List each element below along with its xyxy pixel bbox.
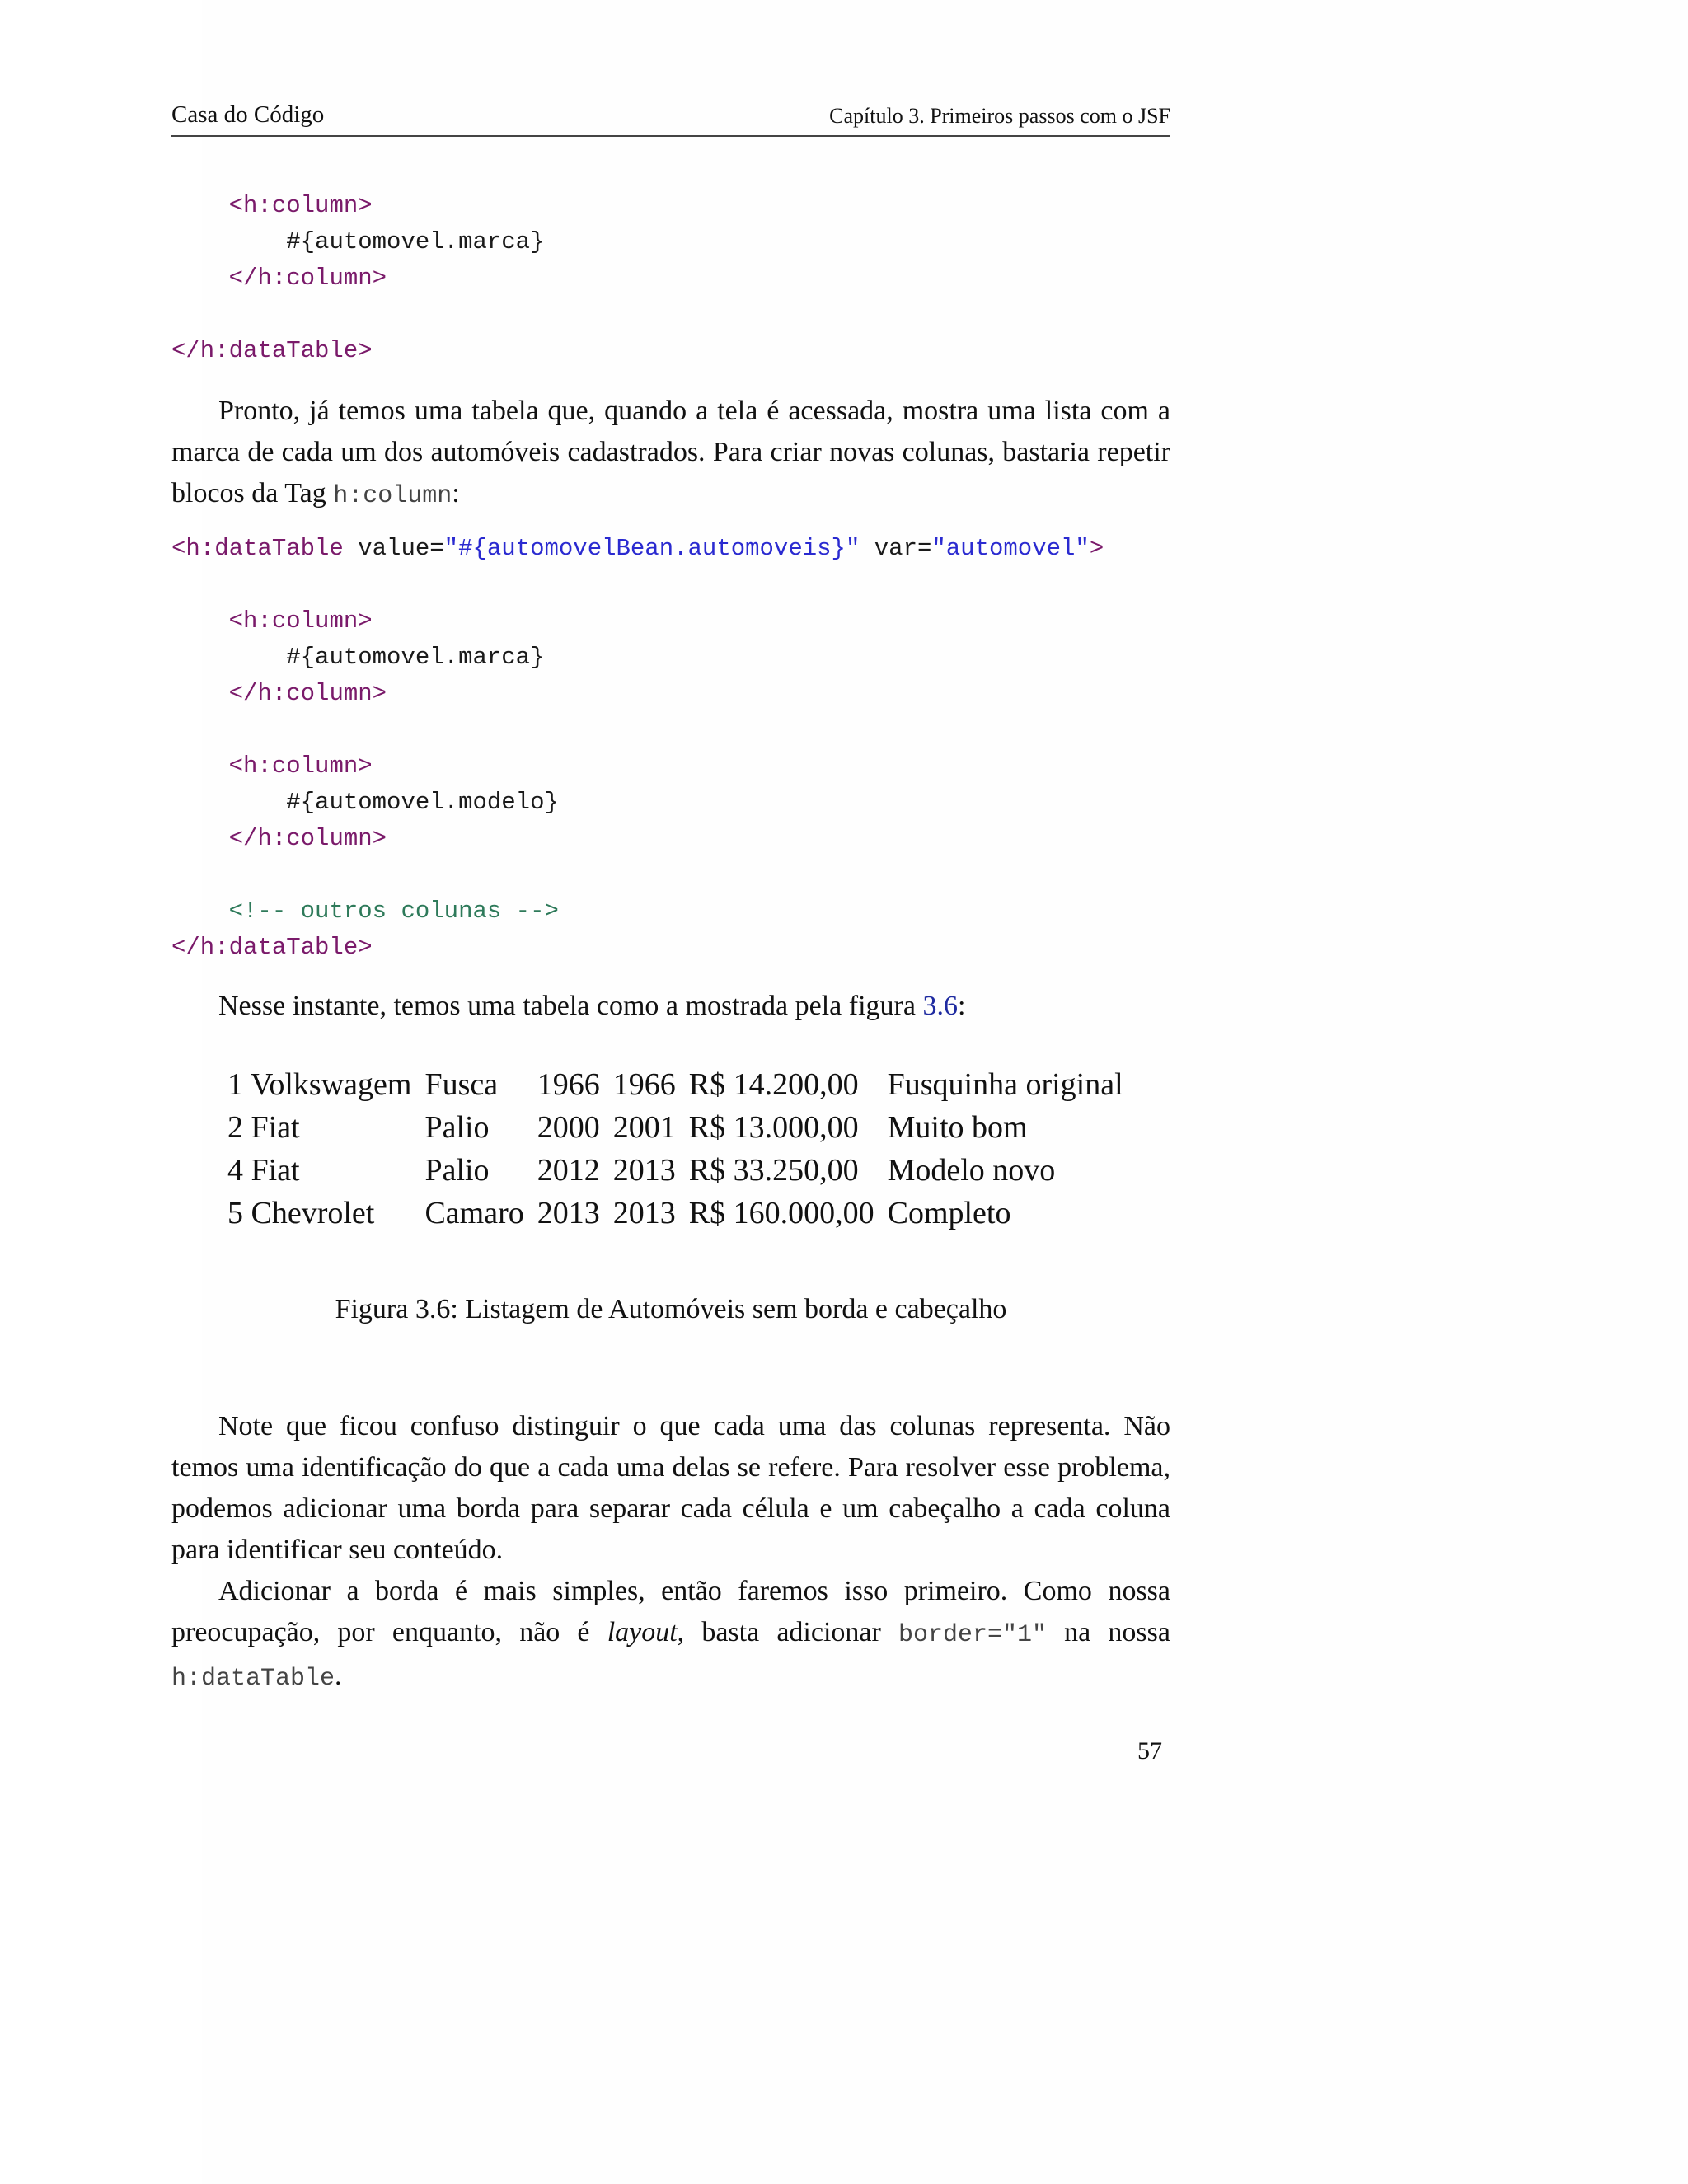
paragraph-3 — [171, 1406, 1170, 1571]
paragraph-text: , basta adicionar — [677, 1617, 881, 1647]
table-cell: Fusca — [424, 1067, 499, 1102]
punctuation: : — [452, 478, 460, 509]
header-chapter: Capítulo 3. Primeiros passos com o JSF — [829, 104, 1170, 128]
code-block-1 — [171, 188, 545, 369]
code-token: #{automovel.modelo} — [286, 789, 559, 816]
table-row — [223, 1192, 1132, 1235]
inline-code: h:dataTable — [171, 1665, 335, 1693]
code-comment: <!-- outros colunas --> — [228, 898, 559, 925]
table-cell: Modelo novo — [887, 1153, 1056, 1188]
code-token: <h:dataTable — [171, 535, 344, 562]
header-publisher: Casa do Código — [171, 101, 325, 128]
paragraph-text: Note que ficou confuso distinguir o que cada uma das colunas representa. Não temos uma identificação do que a cada uma delas se refere. Para resolver esse problema, podemos adicionar uma borda para separar cada célula e um cabeçalho a cada coluna para identificar seu conteúdo. — [171, 1411, 1170, 1565]
code-token: > — [1089, 535, 1104, 562]
paragraph-text: na nossa — [1047, 1617, 1170, 1647]
table-cell: 2012 — [537, 1153, 600, 1188]
code-token: </h:dataTable> — [171, 934, 373, 961]
page-number: 57 — [1137, 1737, 1162, 1765]
table-cell: R$ 33.250,00 — [688, 1153, 859, 1188]
table-cell: 2000 — [537, 1110, 600, 1145]
code-token: var= — [860, 535, 932, 562]
code-token: <h:column> — [228, 752, 373, 780]
inline-code: h:column — [333, 482, 452, 510]
code-line: <h:column> — [228, 192, 373, 219]
table-cell: Fusquinha original — [887, 1067, 1123, 1102]
code-line: </h:dataTable> — [171, 337, 373, 364]
table-cell: 1966 — [612, 1067, 676, 1102]
paragraph-text: Nesse instante, temos uma tabela como a mostrada pela figura — [218, 991, 916, 1021]
paragraph-text: Adicionar a borda é mais simples, então faremos isso primeiro. Como nossa preocupação, por enquanto, não é — [171, 1576, 1170, 1647]
code-token: <h:column> — [228, 607, 373, 635]
table-cell: 2013 — [612, 1196, 676, 1230]
inline-code: border="1" — [898, 1621, 1048, 1649]
table-cell: 5 Chevrolet — [227, 1196, 375, 1230]
code-token: value= — [343, 535, 444, 562]
table-cell: Palio — [424, 1153, 490, 1188]
running-header — [171, 97, 1170, 137]
figure-reference-link[interactable]: 3.6 — [922, 991, 958, 1021]
figure-automoveis-table — [223, 1063, 1132, 1235]
table-cell: R$ 14.200,00 — [688, 1067, 859, 1102]
table-cell: Muito bom — [887, 1110, 1028, 1145]
code-token: </h:column> — [228, 825, 387, 852]
table-cell: 1 Volkswagem — [227, 1067, 412, 1102]
punctuation: . — [335, 1661, 342, 1691]
code-line: </h:column> — [228, 265, 387, 292]
table-cell: Camaro — [424, 1196, 524, 1230]
paragraph-4 — [171, 1571, 1170, 1699]
code-line: #{automovel.marca} — [286, 228, 545, 255]
table-cell: 2013 — [537, 1196, 600, 1230]
table-row — [223, 1063, 1132, 1106]
paragraph-1 — [171, 391, 1170, 517]
emphasis-text: layout — [607, 1617, 678, 1647]
table-cell: Completo — [887, 1196, 1011, 1230]
paragraph-text: Pronto, já temos uma tabela que, quando a tela é acessada, mostra uma lista com a marca de cada um dos automóveis cadastrados. Para criar novas colunas, bastaria repetir blocos da Tag — [171, 396, 1170, 509]
table-row — [223, 1149, 1132, 1192]
table-cell: R$ 160.000,00 — [688, 1196, 874, 1230]
table-cell: R$ 13.000,00 — [688, 1110, 859, 1145]
table-cell: 2001 — [612, 1110, 676, 1145]
code-token: #{automovel.marca} — [286, 644, 545, 671]
table-row — [223, 1106, 1132, 1149]
table-cell: Palio — [424, 1110, 490, 1145]
figure-caption: Figura 3.6: Listagem de Automóveis sem borda e cabeçalho — [335, 1294, 1007, 1324]
table-cell: 2013 — [612, 1153, 676, 1188]
table-cell: 4 Fiat — [227, 1153, 300, 1188]
code-block-2 — [171, 531, 1104, 966]
punctuation: : — [957, 991, 966, 1021]
code-token: </h:column> — [228, 680, 387, 707]
code-token: "#{automovelBean.automoveis}" — [443, 535, 860, 562]
paragraph-2 — [171, 986, 1170, 1027]
code-token: "automovel" — [931, 535, 1090, 562]
table-cell: 2 Fiat — [227, 1110, 300, 1145]
table-cell: 1966 — [537, 1067, 600, 1102]
